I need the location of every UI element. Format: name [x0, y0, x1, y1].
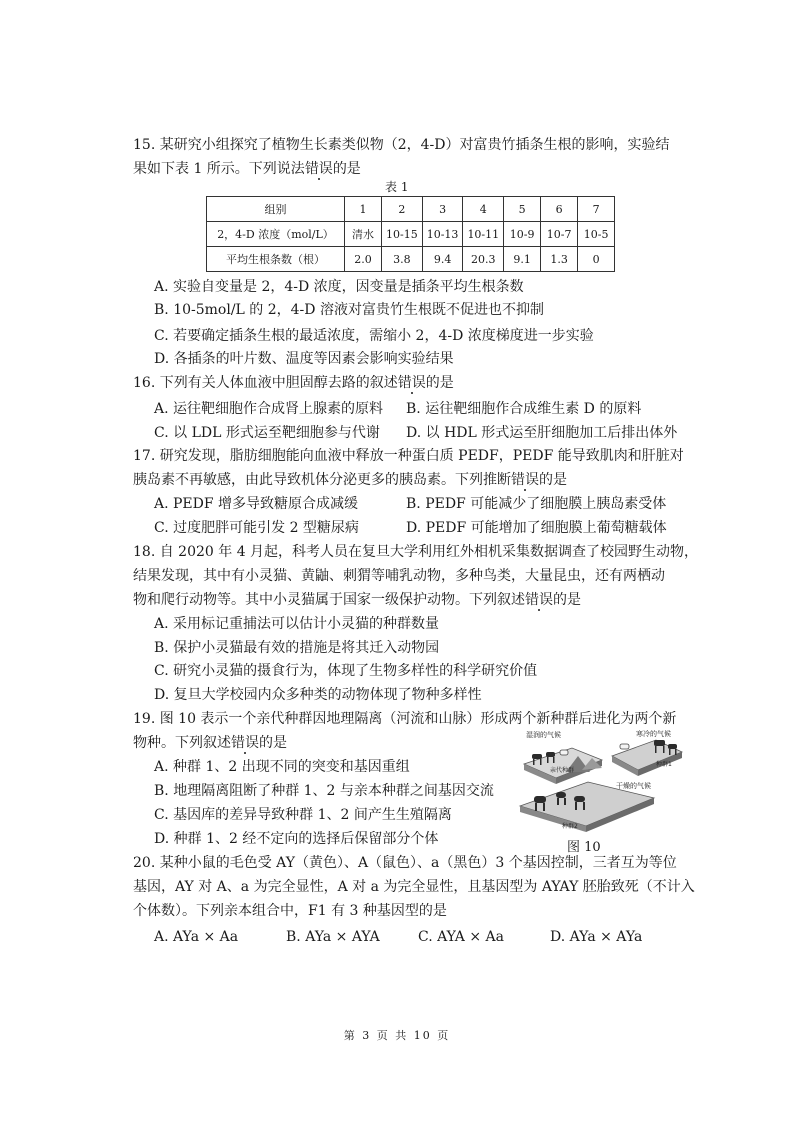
q18-option-a: A. 采用标记重捕法可以估计小灵猫的种群数量 — [154, 616, 440, 632]
q17-option-a: A. PEDF 增多导致糖原合成减缓 — [154, 496, 359, 512]
table-cell: 清水 — [345, 222, 382, 247]
figure-label-pop2: 种群2 — [562, 823, 578, 830]
q15-stem-line1: 15. 某研究小组探究了植物生长素类似物（2，4-D）对富贵竹插条生根的影响，实验结 — [133, 137, 670, 153]
q19-option-b: B. 地理隔离阻断了种群 1、2 与亲本种群之间基因交流 — [154, 783, 494, 799]
q15-stem-line2: 果如下表 1 所示。下列说法错误的是 — [133, 161, 361, 177]
q17-emphasis: 错误 — [511, 472, 539, 488]
q16-option-a: A. 运往靶细胞作合成肾上腺素的原料 — [154, 401, 384, 417]
table-header-cell: 4 — [463, 197, 504, 222]
q19-option-d: D. 种群 1、2 经不定向的选择后保留部分个体 — [154, 831, 439, 847]
data-table — [206, 196, 615, 272]
q18-option-b: B. 保护小灵猫最有效的措施是将其迁入动物园 — [154, 640, 440, 656]
q19-option-c: C. 基因库的差异导致种群 1、2 间产生生殖隔离 — [154, 807, 452, 823]
figure-label-parent: 亲代种群 — [550, 767, 575, 774]
q16-option-d: D. 以 HDL 形式运至肝细胞加工后排出体外 — [406, 425, 678, 441]
q17-option-c: C. 过度肥胖可能引发 2 型糖尿病 — [154, 520, 359, 536]
q15-option-d: D. 各插条的叶片数、温度等因素会影响实验结果 — [154, 351, 454, 367]
table-row-label: 平均生根条数（根） — [207, 247, 345, 272]
q20-option-a: A. AYa × Aa — [154, 929, 239, 945]
q15-emphasis: 错误 — [304, 161, 333, 177]
q17-stem-line2: 胰岛素不再敏感，由此导致机体分泌更多的胰岛素。下列推断错误的是 — [133, 472, 567, 488]
q16-stem: 16. 下列有关人体血液中胆固醇去路的叙述错误的是 — [133, 375, 454, 391]
speciation-illustration — [516, 726, 684, 834]
table-cell: 10-13 — [422, 222, 463, 247]
q16-emphasis: 错误 — [397, 375, 426, 391]
table-row-label: 2，4-D 浓度（mol/L） — [207, 222, 345, 247]
table-cell: 10-7 — [541, 222, 578, 247]
table-header-cell: 7 — [578, 197, 615, 222]
table-cell: 10-9 — [504, 222, 541, 247]
table-row — [207, 247, 615, 272]
q17-option-b: B. PEDF 可能减少了细胞膜上胰岛素受体 — [406, 496, 667, 512]
table-cell: 1.3 — [541, 247, 578, 272]
table-caption: 表 1 — [385, 180, 409, 194]
q18-emphasis: 错误 — [525, 592, 553, 608]
q15-option-b: B. 10-5mol/L 的 2，4-D 溶液对富贵竹生根既不促进也不抑制 — [154, 302, 544, 318]
table-header-cell: 组别 — [207, 197, 345, 222]
table-cell: 10-5 — [578, 222, 615, 247]
q20-stem-line3: 个体数）。下列亲本组合中，F1 有 3 种基因型的是 — [133, 903, 447, 919]
q19-emphasis: 错误 — [231, 735, 259, 751]
q15-option-c: C. 若要确定插条生根的最适浓度，需缩小 2，4-D 浓度梯度进一步实验 — [154, 328, 594, 344]
table-header-cell: 3 — [422, 197, 463, 222]
figure-label-top-left: 湿润的气候 — [526, 731, 561, 739]
table-cell: 9.4 — [422, 247, 463, 272]
table-cell: 10-15 — [382, 222, 423, 247]
q15-option-a: A. 实验自变量是 2，4-D 浓度，因变量是插条平均生根条数 — [154, 279, 524, 295]
q20-stem-line1: 20. 某种小鼠的毛色受 AY（黄色）、A（鼠色）、a（黑色）3 个基因控制，三者互为等位 — [133, 855, 677, 871]
table-header-cell: 1 — [345, 197, 382, 222]
figure-caption: 图 10 — [567, 840, 601, 855]
table-cell: 3.8 — [382, 247, 423, 272]
q16-option-c: C. 以 LDL 形式运至靶细胞参与代谢 — [154, 425, 380, 441]
q19-stem-line1: 19. 图 10 表示一个亲代种群因地理隔离（河流和山脉）形成两个新种群后进化为两个新 — [133, 711, 677, 727]
table-row — [207, 197, 615, 222]
q18-stem-line1: 18. 自 2020 年 4 月起，科考人员在复旦大学利用红外相机采集数据调查了校园野生动物， — [133, 544, 699, 560]
table-cell: 10-11 — [463, 222, 504, 247]
q18-stem-line3: 物和爬行动物等。其中小灵猫属于国家一级保护动物。下列叙述错误的是 — [133, 592, 581, 608]
q18-stem-line2: 结果发现，其中有小灵猫、黄鼬、刺猬等哺乳动物，多种鸟类，大量昆虫，还有两栖动 — [133, 568, 665, 584]
q20-option-d: D. AYa × AYa — [550, 929, 643, 945]
q20-option-c: C. AYA × Aa — [418, 929, 505, 945]
figure-label-bottom-right: 干燥的气候 — [616, 782, 651, 790]
table-header-cell: 2 — [382, 197, 423, 222]
figure-label-pop1: 种群1 — [656, 761, 672, 768]
q19-stem-line2: 物种。下列叙述错误的是 — [133, 735, 287, 751]
table-header-cell: 5 — [504, 197, 541, 222]
table-header-cell: 6 — [541, 197, 578, 222]
q19-option-a: A. 种群 1、2 出现不同的突变和基因重组 — [154, 759, 410, 775]
table-cell: 0 — [578, 247, 615, 272]
q17-stem-line1: 17. 研究发现，脂肪细胞能向血液中释放一种蛋白质 PEDF，PEDF 能导致肌肉和肝脏对 — [133, 448, 684, 464]
q20-stem-line2: 基因，AY 对 A、a 为完全显性，A 对 a 为完全显性，且基因型为 AYAY 胚胎致死（不计入 — [133, 879, 695, 895]
table-cell: 20.3 — [463, 247, 504, 272]
figure-10 — [516, 726, 684, 834]
q18-option-c: C. 研究小灵猫的摄食行为，体现了生物多样性的科学研究价值 — [154, 663, 538, 679]
page-footer: 第 3 页 共 10 页 — [343, 1029, 451, 1042]
table-cell: 2.0 — [345, 247, 382, 272]
table-cell: 9.1 — [504, 247, 541, 272]
q17-option-d: D. PEDF 可能增加了细胞膜上葡萄糖载体 — [406, 520, 667, 536]
q16-option-b: B. 运往靶细胞作合成维生素 D 的原料 — [406, 401, 642, 417]
figure-label-top-right: 寒冷的气候 — [636, 730, 671, 738]
q18-option-d: D. 复旦大学校园内众多种类的动物体现了物种多样性 — [154, 687, 482, 703]
q20-option-b: B. AYa × AYA — [286, 929, 380, 945]
table-row — [207, 222, 615, 247]
